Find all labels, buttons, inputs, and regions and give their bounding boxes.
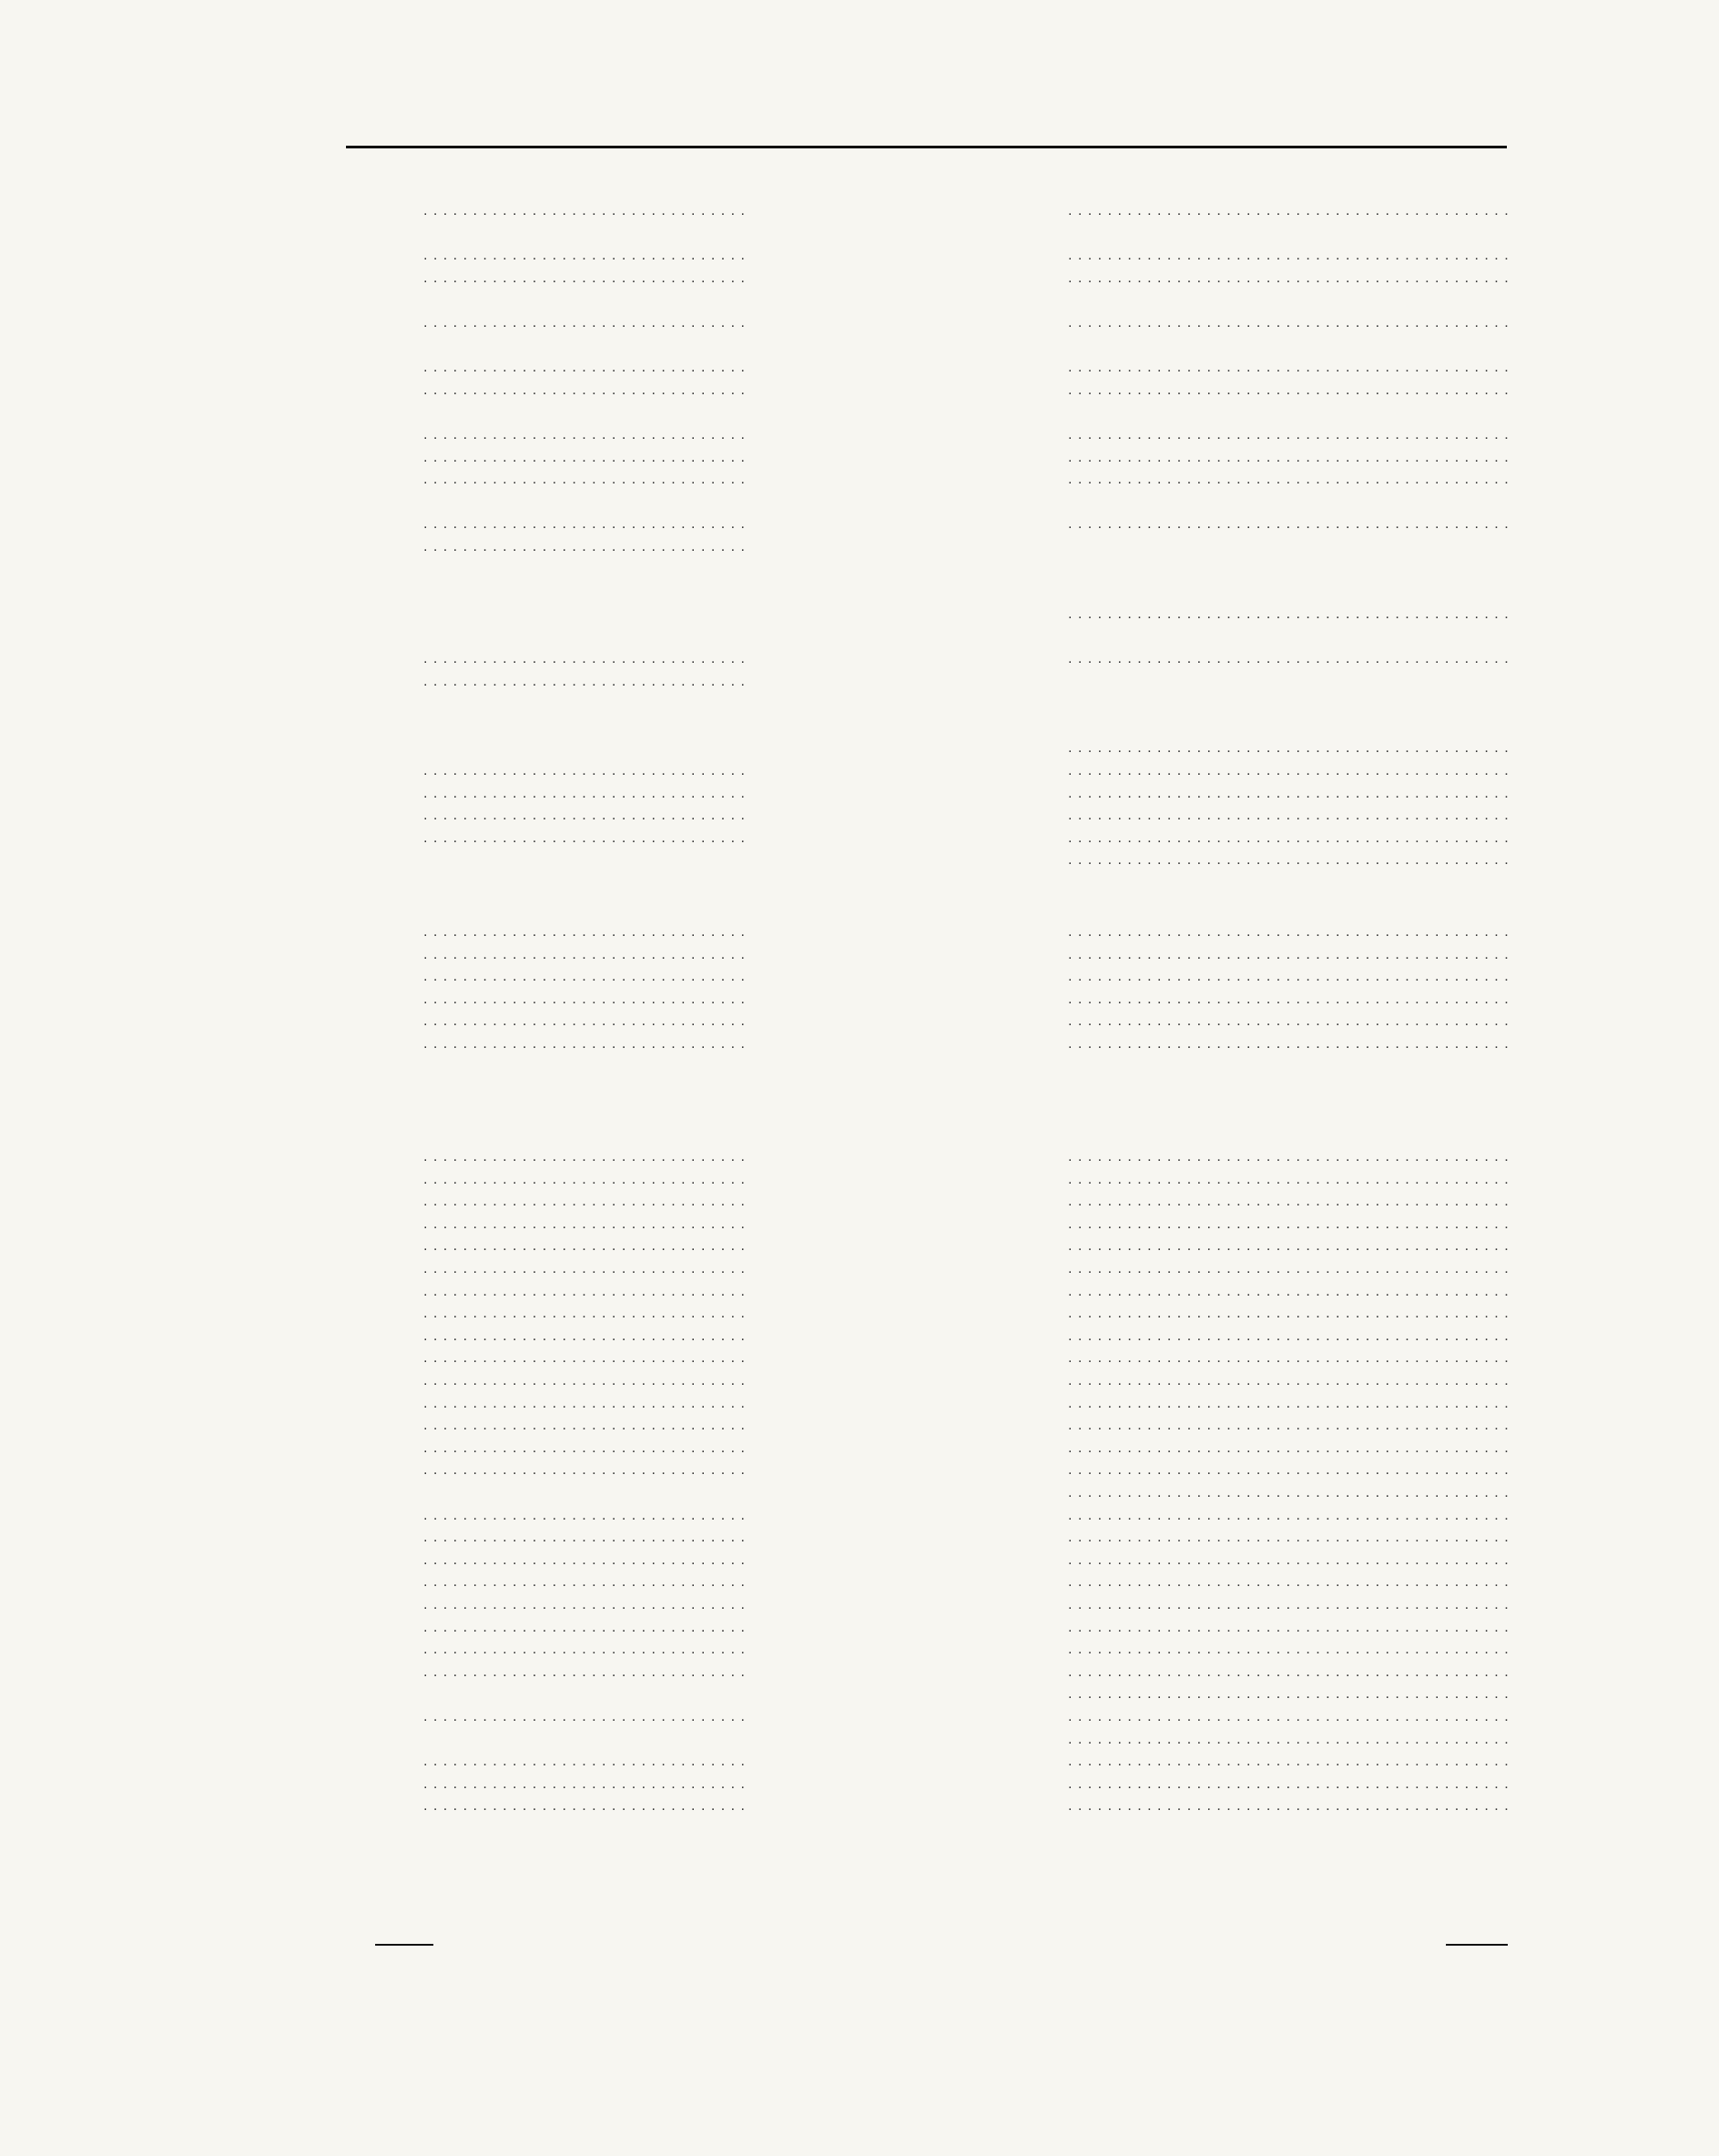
application-cell (423, 1279, 751, 1303)
description-cell (1068, 1794, 1510, 1817)
table-row (0, 1279, 1719, 1301)
description-cell (1068, 1324, 1510, 1348)
description-cell (1068, 1749, 1510, 1773)
description-cell (1068, 1167, 1510, 1191)
application-cell (423, 1749, 751, 1773)
application-cell (423, 1794, 751, 1817)
application-cell (423, 266, 751, 290)
application-cell (423, 1368, 751, 1392)
description-cell (1068, 1346, 1510, 1369)
description-cell (1068, 1727, 1510, 1751)
description-cell (1068, 964, 1510, 988)
table-row (0, 445, 1719, 467)
application-cell (423, 1548, 751, 1571)
table-row (0, 920, 1719, 941)
application-cell (423, 1458, 751, 1481)
table-row (0, 1570, 1719, 1592)
table-row (0, 758, 1719, 780)
table-row (0, 1189, 1719, 1211)
description-cell (1068, 1436, 1510, 1459)
description-cell (1068, 310, 1510, 334)
table-row (0, 691, 1719, 713)
header-rule (346, 146, 1507, 148)
table-row (0, 1637, 1719, 1659)
table-row (0, 803, 1719, 825)
application-cell (423, 1009, 751, 1032)
description-cell (1068, 355, 1510, 379)
description-cell (1068, 1503, 1510, 1527)
table-row (0, 624, 1719, 646)
description-cell (1068, 467, 1510, 491)
table-row (0, 1346, 1719, 1368)
table-row (0, 1212, 1719, 1234)
application-cell (423, 1704, 751, 1728)
application-cell (423, 1391, 751, 1415)
description-cell (1068, 1212, 1510, 1236)
table-row (0, 1592, 1719, 1614)
application-cell (423, 1167, 751, 1191)
application-cell (423, 669, 751, 693)
description-cell (1068, 1189, 1510, 1213)
table-row (0, 1256, 1719, 1278)
description-cell (1068, 1548, 1510, 1571)
application-cell (423, 1212, 751, 1236)
description-cell (1068, 1637, 1510, 1661)
description-cell (1068, 826, 1510, 849)
application-cell (423, 1436, 751, 1459)
description-cell (1068, 378, 1510, 402)
table-row (0, 826, 1719, 848)
description-cell (1068, 1144, 1510, 1168)
description-cell (1068, 646, 1510, 670)
section-heading-2382 (426, 888, 572, 914)
table-row (0, 1548, 1719, 1570)
description-cell (1068, 1279, 1510, 1303)
application-cell (423, 1570, 751, 1593)
description-cell (1068, 1682, 1510, 1705)
table-row (0, 736, 1719, 758)
application-cell (423, 1144, 751, 1168)
table-row (0, 266, 1719, 288)
table-row (0, 1391, 1719, 1413)
description-cell (1068, 1301, 1510, 1325)
table-row (0, 1144, 1719, 1166)
application-cell (423, 1413, 751, 1437)
footer-rule-left (375, 1944, 433, 1946)
table-row (0, 848, 1719, 870)
application-cell (423, 1615, 751, 1639)
section-heading-2384 (426, 1817, 572, 1844)
table-row (0, 1167, 1719, 1189)
application-cell (423, 1234, 751, 1257)
application-cell (423, 1324, 751, 1348)
description-cell (1068, 445, 1510, 469)
description-cell (1068, 1458, 1510, 1481)
description-cell (1068, 736, 1510, 759)
application-cell (423, 1346, 751, 1369)
table-row (0, 602, 1719, 624)
application-cell (423, 1772, 751, 1795)
table-row (0, 1525, 1719, 1547)
description-cell (1068, 942, 1510, 966)
application-cell (423, 803, 751, 827)
description-cell (1068, 848, 1510, 871)
table-row (0, 942, 1719, 964)
description-cell (1068, 1032, 1510, 1055)
description-cell (1068, 1570, 1510, 1593)
application-cell (423, 1592, 751, 1616)
application-cell (423, 310, 751, 334)
table-row (0, 400, 1719, 422)
table-row (0, 1368, 1719, 1390)
table-row (0, 579, 1719, 601)
description-cell (1068, 1704, 1510, 1728)
description-cell (1068, 758, 1510, 782)
table-row (0, 1749, 1719, 1771)
application-cell (423, 1525, 751, 1549)
description-cell (1068, 920, 1510, 943)
application-cell (423, 1256, 751, 1280)
application-cell (423, 758, 751, 782)
table-row (0, 1503, 1719, 1525)
table-row (0, 1772, 1719, 1794)
application-cell (423, 826, 751, 849)
description-cell (1068, 512, 1510, 535)
table-row (0, 1032, 1719, 1053)
description-cell (1068, 1009, 1510, 1032)
table-row (0, 1794, 1719, 1815)
description-cell (1068, 243, 1510, 267)
table-row (0, 1727, 1719, 1749)
description-cell (1068, 1615, 1510, 1639)
description-cell (1068, 198, 1510, 222)
description-cell (1068, 1480, 1510, 1504)
table-row (0, 1324, 1719, 1346)
table-row (0, 1458, 1719, 1480)
table-row (0, 714, 1719, 736)
table-row (0, 1234, 1719, 1256)
table-row (0, 646, 1719, 668)
application-cell (423, 781, 751, 805)
table-row (0, 310, 1719, 332)
table-row (0, 964, 1719, 986)
footer-rule-right (1446, 1944, 1508, 1946)
application-cell (423, 534, 751, 558)
table-row (0, 557, 1719, 579)
application-cell (423, 942, 751, 966)
application-cell (423, 646, 751, 670)
application-cell (423, 1660, 751, 1683)
description-cell (1068, 803, 1510, 827)
table-row (0, 243, 1719, 265)
table-row (0, 1413, 1719, 1435)
table-row (0, 378, 1719, 400)
application-cell (423, 467, 751, 491)
application-cell (423, 422, 751, 446)
table-row (0, 1436, 1719, 1458)
table-row (0, 669, 1719, 691)
application-cell (423, 198, 751, 222)
description-cell (1068, 422, 1510, 446)
table-row (0, 781, 1719, 803)
description-cell (1068, 266, 1510, 290)
description-cell (1068, 781, 1510, 805)
application-cell (423, 243, 751, 267)
application-cell (423, 1189, 751, 1213)
application-cell (423, 355, 751, 379)
table-row (0, 1682, 1719, 1703)
description-cell (1068, 1525, 1510, 1549)
table-row (0, 1009, 1719, 1031)
table-row (0, 1704, 1719, 1726)
table-row (0, 355, 1719, 377)
application-cell (423, 920, 751, 943)
description-cell (1068, 1391, 1510, 1415)
table-row (0, 221, 1719, 243)
description-cell (1068, 1413, 1510, 1437)
table-row (0, 1615, 1719, 1637)
table-row (0, 1301, 1719, 1323)
application-cell (423, 1503, 751, 1527)
table-row (0, 534, 1719, 556)
application-cell (423, 512, 751, 535)
application-cell (423, 1032, 751, 1055)
description-cell (1068, 602, 1510, 625)
application-cell (423, 1637, 751, 1661)
description-cell (1068, 1660, 1510, 1683)
table-row (0, 288, 1719, 310)
description-cell (1068, 1772, 1510, 1795)
description-cell (1068, 987, 1510, 1011)
table-row (0, 1480, 1719, 1502)
application-cell (423, 378, 751, 402)
description-cell (1068, 1368, 1510, 1392)
application-cell (423, 987, 751, 1011)
table-row (0, 467, 1719, 489)
table-row (0, 198, 1719, 220)
description-cell (1068, 1256, 1510, 1280)
table-row (0, 490, 1719, 512)
application-cell (423, 445, 751, 469)
table-row (0, 512, 1719, 534)
table-row (0, 422, 1719, 444)
application-cell (423, 964, 751, 988)
table-row (0, 1660, 1719, 1682)
section-heading-2381 (426, 166, 617, 192)
description-cell (1068, 1592, 1510, 1616)
table-row (0, 333, 1719, 355)
application-cell (423, 1301, 751, 1325)
description-cell (1068, 1234, 1510, 1257)
table-row (0, 987, 1719, 1009)
